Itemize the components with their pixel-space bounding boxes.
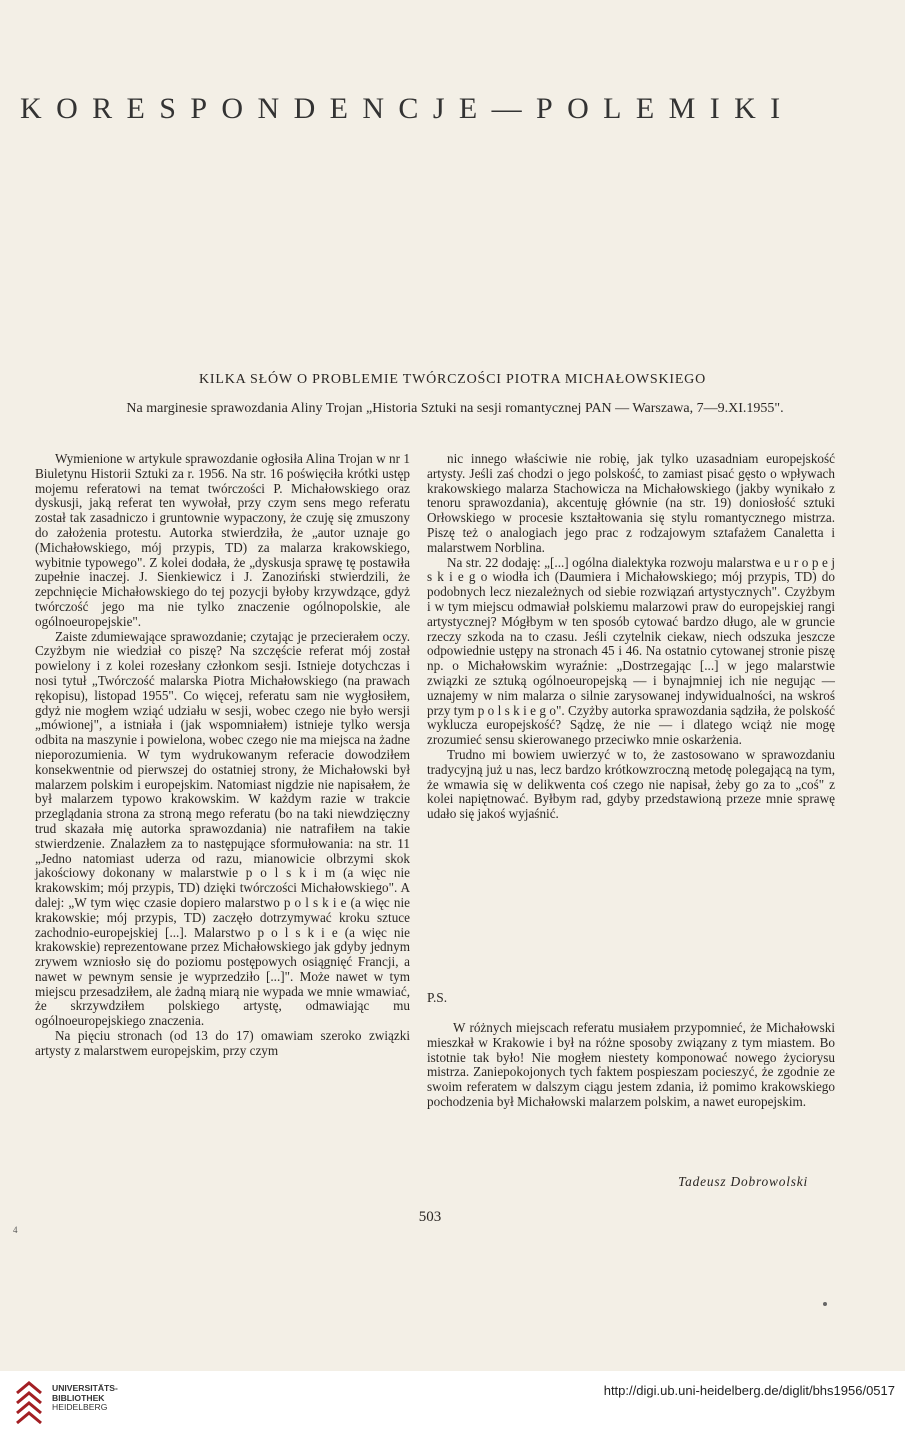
paragraph: Na str. 22 dodaję: „[...] ogólna dialektyka rozwoju malarstwa e u r o p e j s k i e g o wiodła ich (Daumiera i Michałowskiego; mój przypis, TD) do podobnych lecz niezależnych od siebie rozwiązań artystycznych". Czyżbym i w tym miejscu odmawiał polskiemu malarzowi praw do europejskiej rangi artystycznej? Mógłbym w ten sposób cytować bardzo długo, ale w gruncie rzeczy szkoda na to czasu. Jeśli czytelnik ciekaw, niech odszuka jeszcze odpowiednie ustępy na stronach 45 i 46. Na ostatnio cytowanej stronie piszę np. o Michałowskim wyraźnie: „Dostrzegając [...] w jego malarstwie związki ze sztuką ogólnoeuropejską — i bynajmniej ich nie negując — uznajemy w nim malarza o silnie zarysowanej indywidualności, na wskroś przy tym p o l s k i e g o". Czyżby autorka sprawozdania sądziła, że polskość wyklucza europejskość? Sądzę, że nie — i dlatego wciąż nie mogę zrozumieć sensu skierowanego przeciwko mnie oskarżenia. <box>427 554 835 748</box>
postscript-label: P.S. <box>427 990 448 1005</box>
paragraph: Trudno mi bowiem uwierzyć w to, że zastosowano w sprawozdaniu tradycyjną już u nas, lecz bardzo krótkowzroczną metodę polegającą na tym, że wmawia się w delikwenta coś czego nie napisał, żeby go za to „coś" z kolei napiętnować. Byłbym rad, gdyby przedstawioną przeze mnie sprawę udało się jakoś wyjaśnić. <box>427 746 835 822</box>
paragraph: Zaiste zdumiewające sprawozdanie; czytając je przecierałem oczy. Czyżbym nie wiedział co piszę? Na szczęście referat mój został powielony i z kolei rozesłany członkom sesji. Istnieje dotychczas i nosi tytuł „Twórczość malarska Piotra Michałowskiego (na prawach rękopisu), listopad 1955". Co więcej, referatu sam nie wygłosiłem, gdyż nie mogłem wziąć udziału w sesji, wobec czego nie było wersji „mówionej", a istniała i (jak wspomniałem) istnieje tylko wersja odbita na maszynie i powielona, wobec czego nie ma miejsca na żadne nieporozumienia. W tym wydrukowanym referacie dowodziłem konsekwentnie od pierwszej do ostatniej strony, że Michałowski był malarzem polskim i europejskim. Natomiast nigdzie nie napisałem, że był malarzem typowo krakowskim. W każdym razie w trakcie przeglądania strona za stroną mego referatu (bo na taki niewdzięczny trud skazała mię autorka sprawozdania) nie natrafiłem na takie stwierdzenie. Znalazłem za to następujące sformułowania: na str. 11 „Jedno natomiast uderza od razu, mianowicie olbrzymi skok jakościowy dokonany w malarstwie p o l s k i m (a więc nie krakowskim; mój przypis, TD) dzięki twórczości Michałowskiego". A dalej: „W tym więc czasie dopiero malarstwo p o l s k i e (a więc nie krakowskie; mój przypis, TD) zaczęło dotrzymywać kroku sztuce zachodnio-europejskiej [...]. Malarstwo p o l s k i e (a więc nie krakowskie) reprezentowane przez Michałowskiego jak gdyby jednym zrywem wzniosło się do poziomu postępowych osiągnięć Francji, a nawet w pewnym sensie je wyprzedziło [...]". Może nawet w tym miejscu przesadziłem, ale żadną miarą nie wypada we mnie wmawiać, że skrzywdziłem polskiego artystę, odmawiając mu ogólnoeuropejskiego znaczenia. <box>35 628 410 1029</box>
gather-mark: 4 <box>13 1225 18 1235</box>
library-name-line: BIBLIOTHEK <box>52 1392 105 1403</box>
article-subtitle: Na marginesie sprawozdania Aliny Trojan „Historia Sztuki na sesji romantycznej PAN — Warszawa, 7—9.XI.1955". <box>126 401 784 416</box>
article-title: KILKA SŁÓW O PROBLEMIE TWÓRCZOŚCI PIOTRA MICHAŁOWSKIEGO <box>198 372 707 387</box>
library-name-line: UNIVERSITÄTS- <box>52 1383 118 1393</box>
author-signature: Tadeusz Dobrowolski <box>678 1174 808 1189</box>
permalink-url[interactable]: http://digi.ub.uni-heidelberg.de/diglit/bhs1956/0517 <box>603 1383 895 1398</box>
right-column <box>427 452 835 822</box>
library-name <box>52 1384 118 1413</box>
paragraph: Wymienione w artykule sprawozdanie ogłosiła Alina Trojan w nr 1 Biuletynu Historii Sztuki za r. 1956. Na str. 16 poświęciła krótki ustęp mojemu referatowi na temat twórczości P. Michałowskiego oraz dyskusji, jaką referat ten wywołał, przy czym sens mego referatu został tak zasadniczo i gruntownie wypaczony, że czuję się zmuszony do założenia protestu. Autorka stwierdziła, że „autor uznaje go (Michałowskiego, mój przypis, TD) za malarza krakowskiego, wybitnie typowego". Z kolei dodała, że „dyskusja sprawę tę postawiła zupełnie inaczej. J. Sienkiewicz i J. Zanoziński stwierdzili, że zepchnięcie Michałowskiego do tej pozycji byłoby krzywdzące, gdyż twórczość jego ma nie tylko znaczenie ogólnopolskie, ale ogólnoeuropejskie". <box>35 451 410 629</box>
postscript-text: W różnych miejscach referatu musiałem przypomnieć, że Michałowski mieszkał w Krakowie i był na różne sposoby związany z tym miastem. Bo istotnie tak było! Nie mogłem niestety komponować nowego życiorysu mistrza. Zaniepokojonych tych faktem pospieszam pocieszyć, że zgodnie ze swoim referatem w dalszym ciągu jestem zdania, iż pomimo krakowskiego pochodzenia był Michałowski malarzem polskim, a nawet europejskim. <box>427 1020 835 1109</box>
postscript <box>427 1021 835 1110</box>
page-number: 503 <box>418 1209 442 1225</box>
library-logo-icon <box>11 1379 47 1427</box>
left-column <box>35 452 410 1059</box>
footer-bar <box>0 1371 905 1436</box>
paragraph: Na pięciu stronach (od 13 do 17) omawiam szeroko związki artysty z malarstwem europejskim, przy czym <box>35 1028 410 1058</box>
paragraph: nic innego właściwie nie robię, jak tylko uzasadniam europejskość artysty. Jeśli zaś chodzi o jego polskość, to zamiast pisać gęsto o wpływach krakowskiego malarza Stachowicza na Michałowskiego (jakby wynikało z tenoru sprawozdania), akcentuję głównie (na str. 19) doniosłość sztuki Orłowskiego w procesie kształtowania się stylu romantycznego mistrza. Piszę też o analogiach jego prac z rodzajowym sztafażem Canaletta i malarstwem Norblina. <box>427 451 835 555</box>
section-title: KORESPONDENCJE—POLEMIKI <box>20 92 795 125</box>
library-name-line: HEIDELBERG <box>52 1402 108 1413</box>
paper-speck <box>823 1302 827 1306</box>
